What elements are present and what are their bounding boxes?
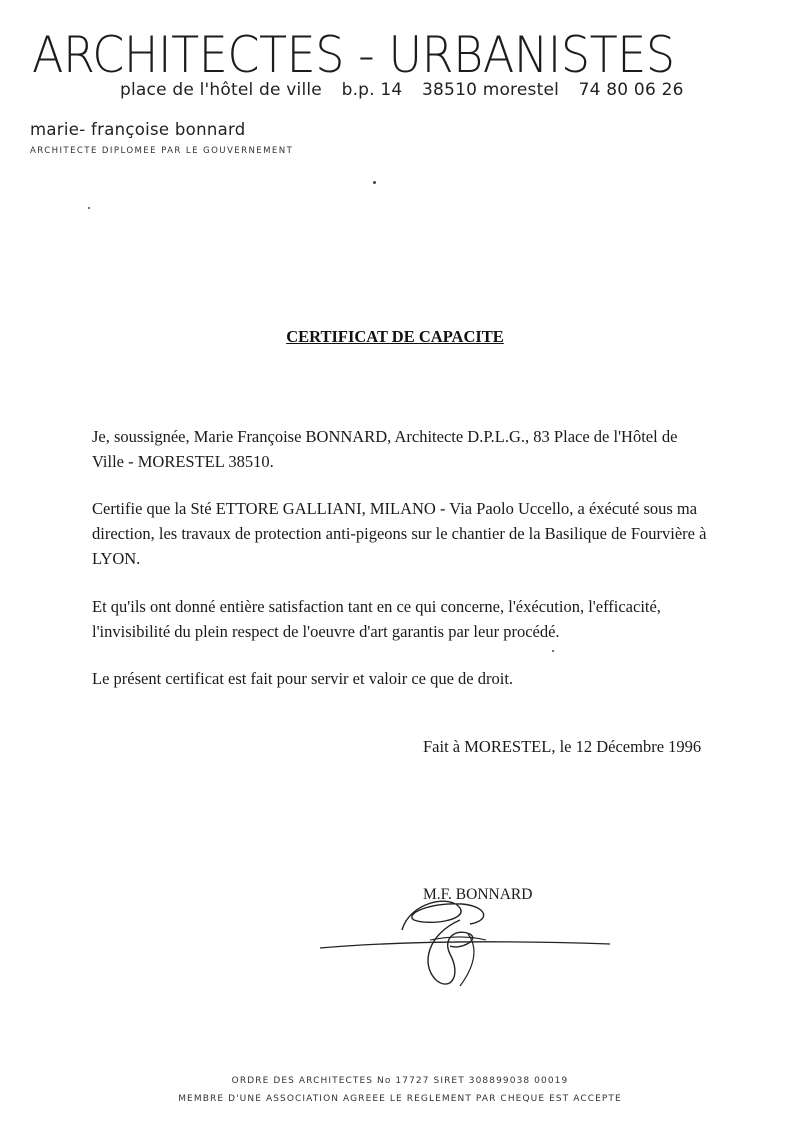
scan-speck <box>373 181 376 184</box>
architect-name: marie- françoise bonnard <box>30 120 246 139</box>
place-and-date: Fait à MORESTEL, le 12 Décembre 1996 <box>423 737 702 756</box>
paragraph-declarant: Je, soussignée, Marie Françoise BONNARD, Architecte D.P.L.G., 83 Place de l'Hôtel de Ville - MORESTEL 38510. <box>92 427 678 471</box>
address-po-box: b.p. 14 <box>341 80 403 100</box>
handwritten-signature <box>310 890 630 1000</box>
scan-speck <box>552 650 554 652</box>
footer-association: MEMBRE D'UNE ASSOCIATION AGREEE LE REGLEMENT PAR CHEQUE EST ACCEPTE <box>178 1094 622 1104</box>
address-phone: 74 80 06 26 <box>578 80 684 100</box>
paragraph-certification: Certifie que la Sté ETTORE GALLIANI, MILANO - Via Paolo Uccello, a éxécuté sous ma direction, les travaux de protection anti-pigeons sur le chantier de la Basilique de Fourvière à LYON. <box>92 499 707 568</box>
paragraph-satisfaction: Et qu'ils ont donné entière satisfaction tant en ce qui concerne, l'éxécution, l'efficacité, l'invisibilité du plein respect de l'oeuvre d'art garantis par leur procédé. <box>92 597 661 641</box>
letterhead-address <box>120 80 698 100</box>
address-street: place de l'hôtel de ville <box>120 80 322 100</box>
document-title: CERTIFICAT DE CAPACITE <box>286 327 504 346</box>
letterhead-title: ARCHITECTES - URBANISTES <box>32 26 675 84</box>
scan-speck <box>88 207 90 209</box>
address-postal-city: 38510 morestel <box>422 80 560 100</box>
paragraph-closing: Le présent certificat est fait pour servir et valoir ce que de droit. <box>92 669 514 688</box>
footer-registration: ORDRE DES ARCHITECTES No 17727 SIRET 308899038 00019 <box>231 1076 569 1086</box>
architect-qualification: ARCHITECTE DIPLOMEE PAR LE GOUVERNEMENT <box>30 146 294 156</box>
signatory-name: M.F. BONNARD <box>423 886 533 903</box>
